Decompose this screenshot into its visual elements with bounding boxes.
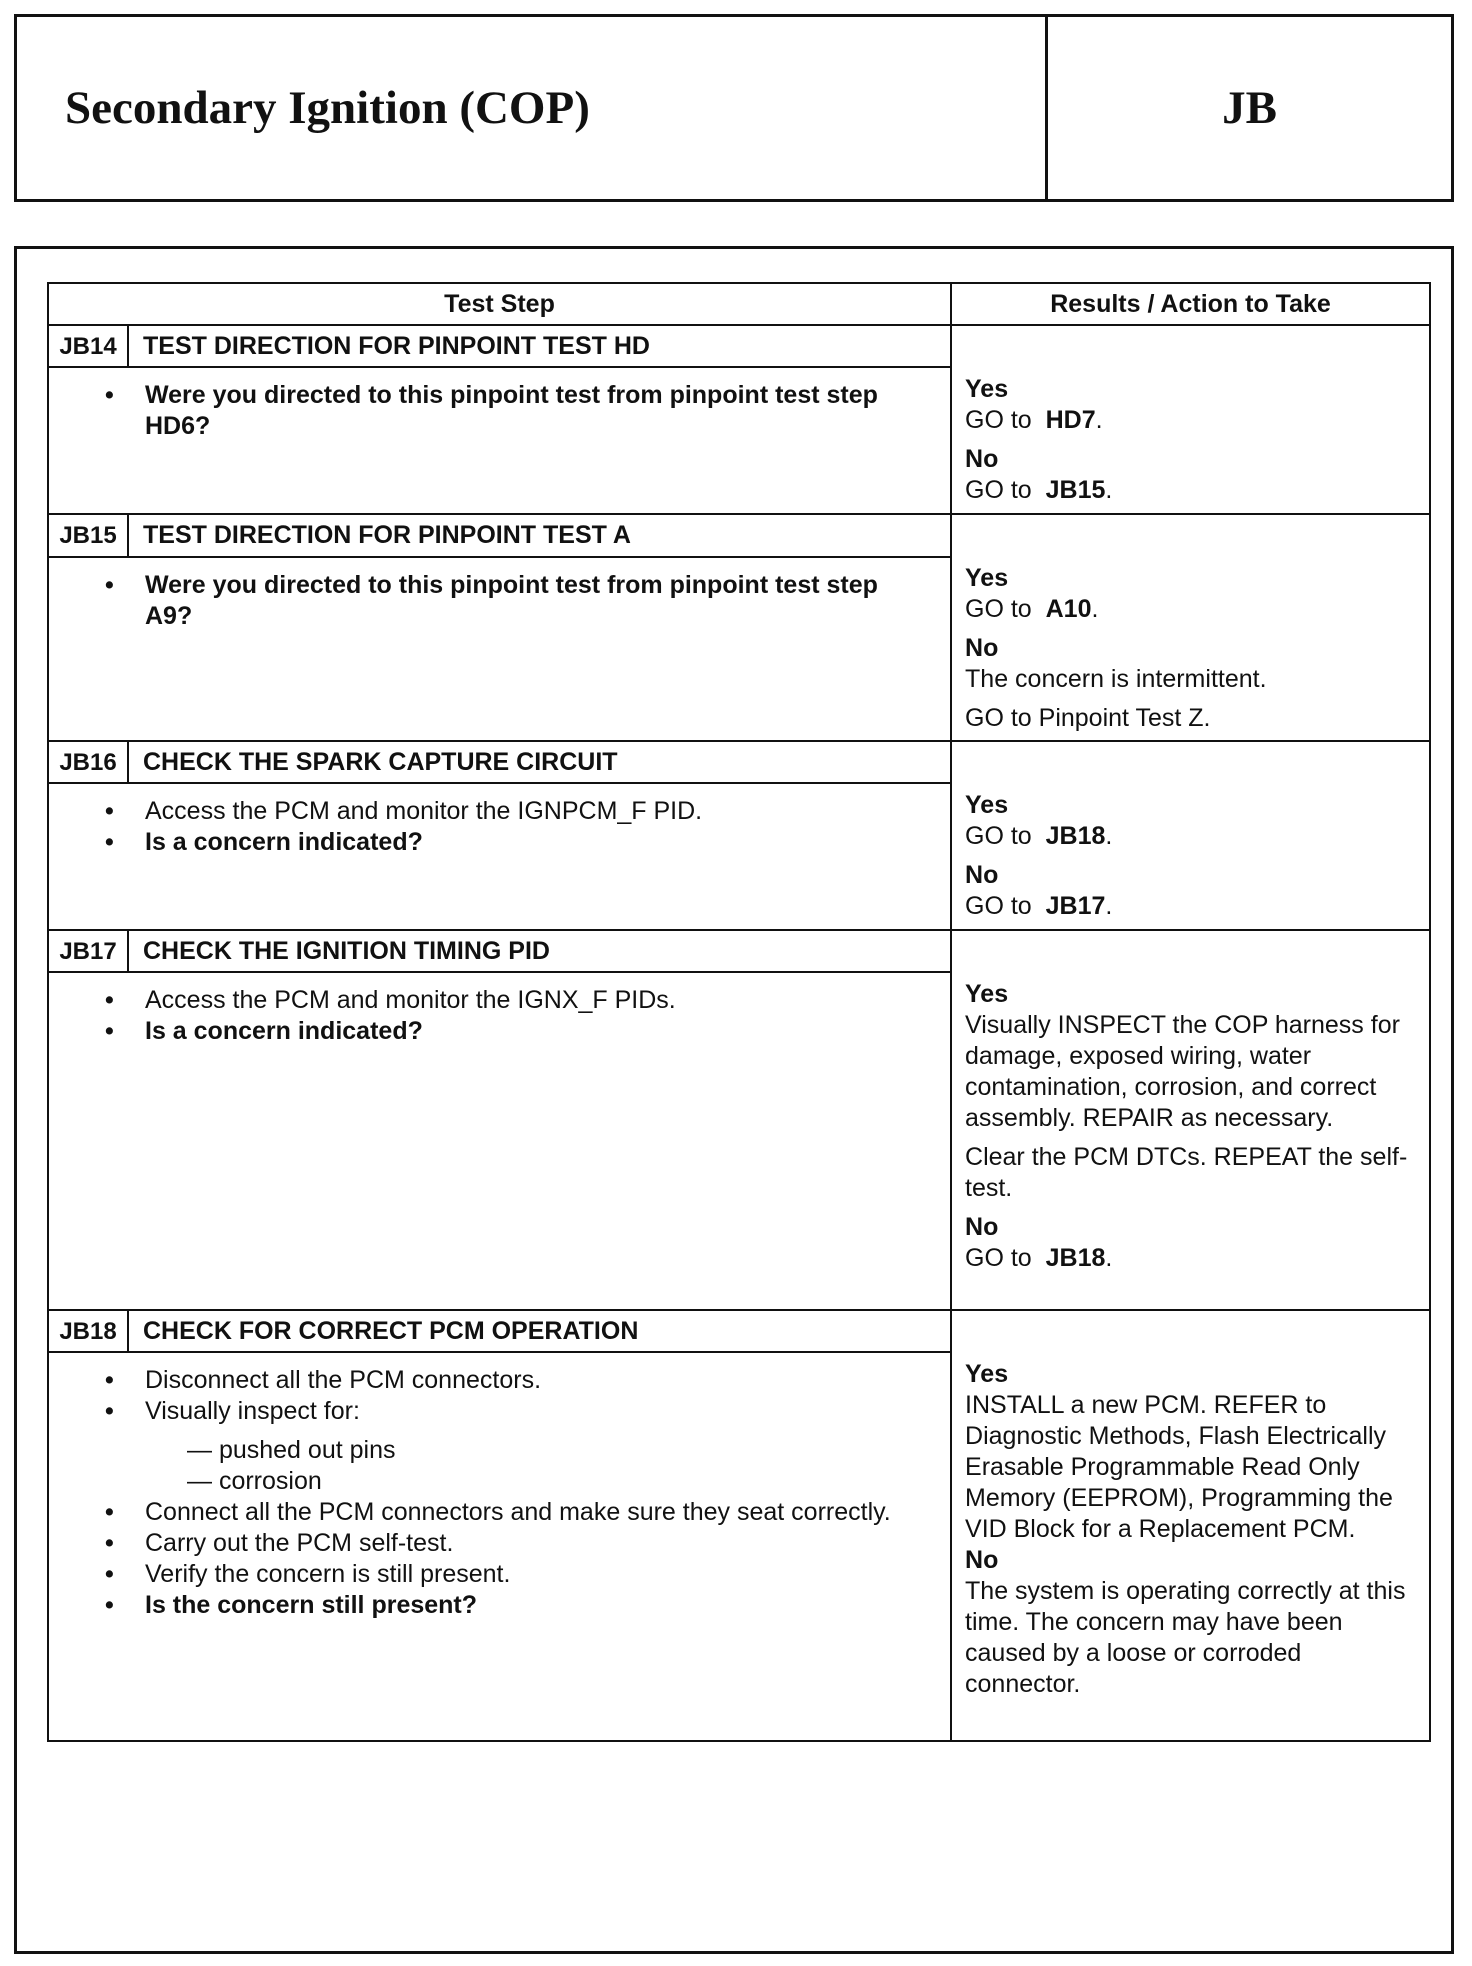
- step-title-row: [48, 514, 1430, 557]
- step-bullet: • Connect all the PCM connectors and make sure they seat correctly.: [145, 1497, 930, 1528]
- yes-text: INSTALL a new PCM. REFER to Diagnostic Methods, Flash Electrically Erasable Programmable Read Only Memory (EEPROM), Programming the VID Block for a Replacement PCM.: [965, 1391, 1393, 1543]
- step-body: [48, 367, 951, 514]
- step-bullet: • Verify the concern is still present.: [145, 1559, 930, 1590]
- yes-label: Yes: [965, 375, 1009, 403]
- no-prefix: GO to: [965, 892, 1032, 920]
- test-step-table: [47, 282, 1431, 1742]
- step-body: [48, 1352, 951, 1741]
- step-results: [951, 1310, 1430, 1741]
- inspect-item: — corrosion: [187, 1467, 322, 1495]
- step-title: TEST DIRECTION FOR PINPOINT TEST A: [128, 514, 951, 557]
- no-prefix: GO to: [965, 476, 1032, 504]
- step-bullet: • Were you directed to this pinpoint test from pinpoint test step HD6?: [145, 380, 930, 442]
- step-title: CHECK THE IGNITION TIMING PID: [128, 930, 951, 972]
- yes-label: Yes: [965, 791, 1009, 819]
- no-prefix: GO to: [965, 1244, 1032, 1272]
- no-label: No: [965, 634, 999, 662]
- step-results: [951, 741, 1430, 930]
- no-label: No: [965, 1213, 999, 1241]
- step-title: TEST DIRECTION FOR PINPOINT TEST HD: [128, 325, 951, 367]
- yes-text-2: Clear the PCM DTCs. REPEAT the self-test.: [965, 1143, 1408, 1202]
- no-text: The concern is intermittent.: [965, 665, 1267, 693]
- step-body: [48, 972, 951, 1310]
- header-box: [14, 14, 1454, 202]
- no-target: JB15: [1045, 476, 1106, 504]
- step-bullet: • Carry out the PCM self-test.: [145, 1528, 930, 1559]
- yes-label: Yes: [965, 1360, 1009, 1388]
- step-title-row: [48, 1310, 1430, 1352]
- page-title: Secondary Ignition (COP): [65, 82, 590, 134]
- yes-target: JB18: [1045, 822, 1106, 850]
- no-label: No: [965, 1546, 999, 1574]
- yes-target: HD7: [1045, 406, 1096, 434]
- yes-suffix: .: [1095, 406, 1103, 434]
- step-title-row: [48, 741, 1430, 783]
- yes-prefix: GO to: [965, 595, 1032, 623]
- step-id: JB17: [48, 930, 128, 972]
- section-code: JB: [1222, 82, 1277, 134]
- inspect-item: — pushed out pins: [187, 1436, 396, 1464]
- yes-prefix: GO to: [965, 822, 1032, 850]
- step-results: [951, 930, 1430, 1310]
- no-target: JB17: [1045, 892, 1106, 920]
- no-suffix: .: [1105, 476, 1113, 504]
- no-text: The system is operating correctly at this time. The concern may have been caused by a loose or corroded connector.: [965, 1577, 1406, 1698]
- step-bullet: • Access the PCM and monitor the IGNX_F PIDs.: [145, 985, 930, 1016]
- step-title-row: [48, 325, 1430, 367]
- step-title-row: [48, 930, 1430, 972]
- step-id: JB14: [48, 325, 128, 367]
- step-bullet: • Visually inspect for:: [145, 1396, 930, 1427]
- step-results: [951, 514, 1430, 741]
- step-bullet: • Disconnect all the PCM connectors.: [145, 1365, 930, 1396]
- step-bullet: • Is a concern indicated?: [145, 1016, 930, 1047]
- step-body: [48, 557, 951, 741]
- step-title: CHECK THE SPARK CAPTURE CIRCUIT: [128, 741, 951, 783]
- step-title: CHECK FOR CORRECT PCM OPERATION: [128, 1310, 951, 1352]
- no-suffix: .: [1105, 892, 1113, 920]
- step-id: JB18: [48, 1310, 128, 1352]
- step-bullet: • Is a concern indicated?: [145, 827, 930, 858]
- step-bullet: • Access the PCM and monitor the IGNPCM_F PID.: [145, 796, 930, 827]
- yes-label: Yes: [965, 564, 1009, 592]
- step-bullet: • Is the concern still present?: [145, 1590, 930, 1621]
- yes-suffix: .: [1105, 822, 1113, 850]
- step-id: JB15: [48, 514, 128, 557]
- yes-label: Yes: [965, 980, 1009, 1008]
- yes-text: Visually INSPECT the COP harness for damage, exposed wiring, water contamination, corrosion, and correct assembly. REPAIR as necessary.: [965, 1011, 1400, 1132]
- col-header-results: Results / Action to Take: [951, 283, 1430, 325]
- no-target: JB18: [1045, 1244, 1106, 1272]
- table-header-row: [48, 283, 1430, 325]
- step-body: [48, 783, 951, 930]
- yes-target: A10: [1045, 595, 1092, 623]
- no-suffix: .: [1105, 1244, 1113, 1272]
- step-bullet: • Were you directed to this pinpoint test from pinpoint test step A9?: [145, 570, 930, 632]
- yes-prefix: GO to: [965, 406, 1032, 434]
- step-results: [951, 325, 1430, 514]
- yes-suffix: .: [1091, 595, 1099, 623]
- no-label: No: [965, 445, 999, 473]
- step-id: JB16: [48, 741, 128, 783]
- col-header-test-step: Test Step: [48, 283, 951, 325]
- no-text: GO to Pinpoint Test Z.: [965, 704, 1211, 732]
- no-label: No: [965, 861, 999, 889]
